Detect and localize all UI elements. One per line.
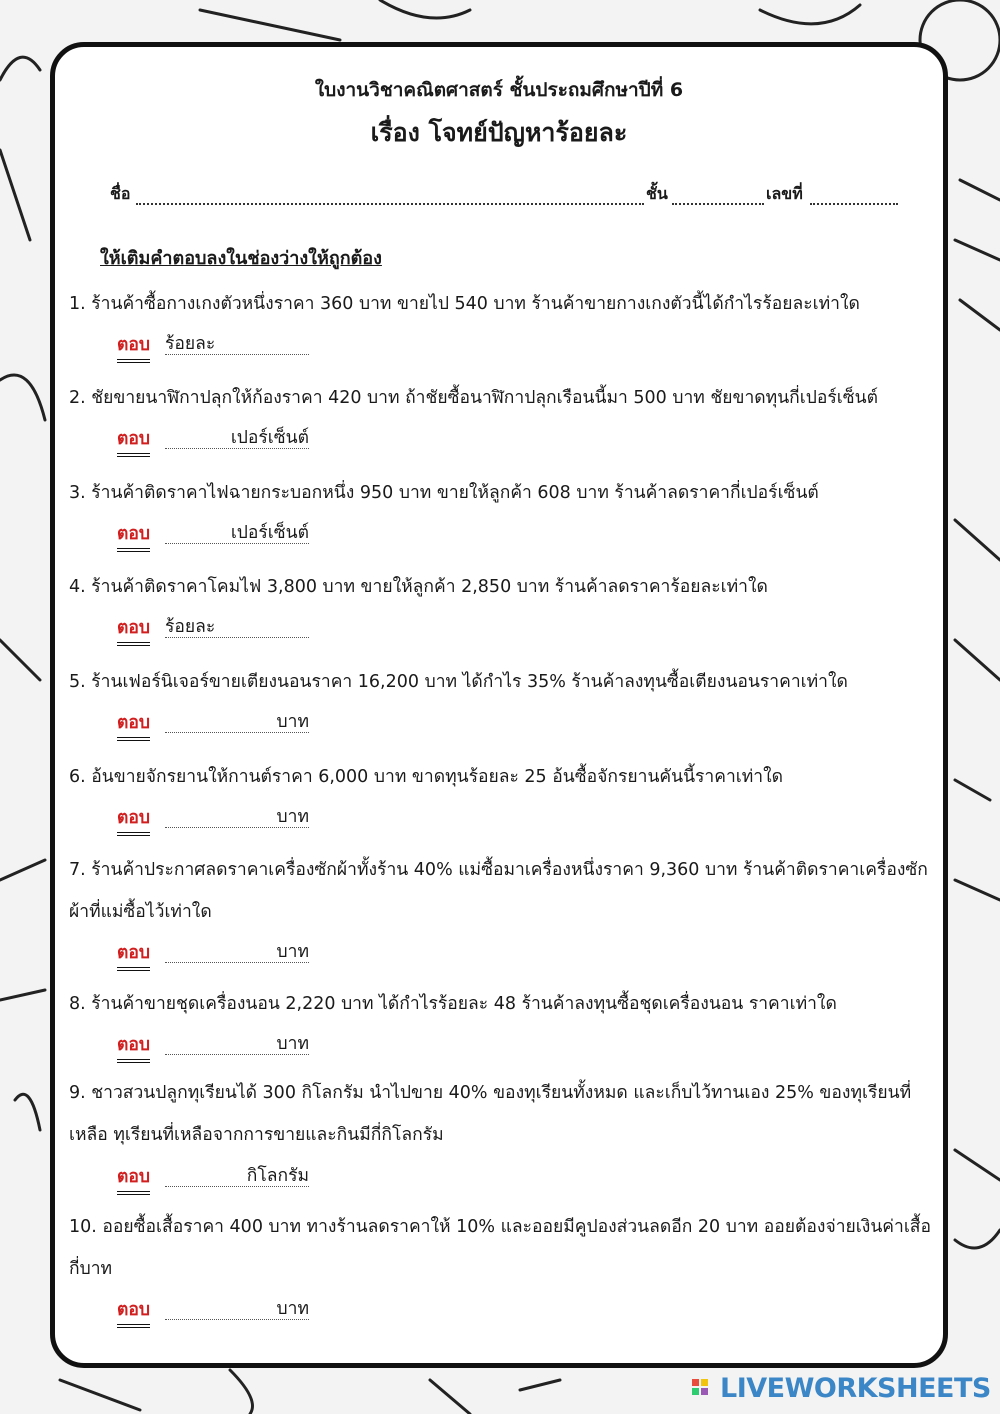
answer-label: ตอบ — [117, 1163, 150, 1195]
answer-row-6 — [117, 804, 377, 834]
answer-input-2[interactable] — [165, 427, 309, 449]
question-1: 1. ร้านค้าซื้อกางเกงตัวหนึ่งราคา 360 บาท ขายไป 540 บาท ร้านค้าขายกางเกงตัวนี้ได้กำไรร้อยละเท่าใด — [69, 294, 860, 314]
answer-unit-7: บาท — [276, 942, 309, 962]
answer-label: ตอบ — [117, 939, 150, 971]
answer-input-7[interactable] — [165, 941, 309, 963]
name-label: ชื่อ — [110, 184, 131, 203]
number-field[interactable] — [810, 202, 898, 205]
answer-unit-5: บาท — [276, 712, 309, 732]
answer-label: ตอบ — [117, 331, 150, 363]
answer-input-4[interactable] — [165, 616, 309, 638]
liveworksheets-text: LIVEWORKSHEETS — [720, 1373, 991, 1404]
answer-unit-10: บาท — [276, 1299, 309, 1319]
answer-row-8 — [117, 1031, 377, 1061]
instruction-text: ให้เติมคำตอบลงในช่องว่างให้ถูกต้อง — [100, 248, 382, 269]
liveworksheets-brand[interactable] — [690, 1373, 990, 1407]
answer-input-8[interactable] — [165, 1033, 309, 1055]
question-8: 8. ร้านค้าขายชุดเครื่องนอน 2,220 บาท ได้กำไรร้อยละ 48 ร้านค้าลงทุนซื้อชุดเครื่องนอน ราคาเท่าใด — [69, 994, 837, 1014]
answer-unit-6: บาท — [276, 807, 309, 827]
answer-label: ตอบ — [117, 1031, 150, 1063]
number-label: เลขที่ — [766, 184, 803, 203]
answer-label: ตอบ — [117, 425, 150, 457]
worksheet-card — [50, 42, 948, 1368]
answer-row-10 — [117, 1296, 377, 1326]
answer-row-5 — [117, 709, 377, 739]
question-3: 3. ร้านค้าติดราคาไฟฉายกระบอกหนึ่ง 950 บาท ขายให้ลูกค้า 608 บาท ร้านค้าลดราคากี่เปอร์เซ็นต์ — [69, 483, 819, 503]
question-6: 6. อ้นขายจักรยานให้กานต์ราคา 6,000 บาท ขาดทุนร้อยละ 25 อ้นซื้อจักรยานคันนี้ราคาเท่าใด — [69, 767, 784, 787]
name-field[interactable] — [136, 202, 644, 205]
question-10: 10. ออยซื้อเสื้อราคา 400 บาท ทางร้านลดราคาให้ 10% และออยมีคูปองส่วนลดอีก 20 บาท ออยต้องจ่ายเงินค่าเสื้อกี่บาท — [69, 1217, 931, 1279]
answer-row-9 — [117, 1163, 377, 1193]
answer-label: ตอบ — [117, 520, 150, 552]
answer-label: ตอบ — [117, 614, 150, 646]
answer-label: ตอบ — [117, 804, 150, 836]
answer-unit-3: เปอร์เซ็นต์ — [230, 523, 309, 543]
answer-unit-2: เปอร์เซ็นต์ — [230, 428, 309, 448]
answer-input-10[interactable] — [165, 1298, 309, 1320]
answer-label: ตอบ — [117, 709, 150, 741]
answer-label: ตอบ — [117, 1296, 150, 1328]
answer-input-9[interactable] — [165, 1165, 309, 1187]
class-field[interactable] — [672, 202, 764, 205]
class-label: ชั้น — [646, 184, 668, 203]
student-info-line — [110, 185, 900, 211]
answer-unit-9: กิโลกรัม — [246, 1166, 309, 1186]
liveworksheets-logo-icon — [690, 1377, 722, 1403]
answer-input-5[interactable] — [165, 711, 309, 733]
worksheet-subtitle: ใบงานวิชาคณิตศาสตร์ ชั้นประถมศึกษาปีที่ 6 — [314, 79, 684, 101]
answer-unit-1: ร้อยละ — [165, 334, 216, 354]
answer-row-1 — [117, 331, 377, 361]
question-4: 4. ร้านค้าติดราคาโคมไฟ 3,800 บาท ขายให้ลูกค้า 2,850 บาท ร้านค้าลดราคาร้อยละเท่าใด — [69, 577, 768, 597]
answer-row-7 — [117, 939, 377, 969]
question-9: 9. ชาวสวนปลูกทุเรียนได้ 300 กิโลกรัม นำไปขาย 40% ของทุเรียนทั้งหมด และเก็บไว้ทานเอง 25% ของทุเรียนที่เหลือ ทุเรียนที่เหลือจากการขายและกินมีกี่กิโลกรัม — [69, 1083, 912, 1145]
answer-row-3 — [117, 520, 377, 550]
answer-row-4 — [117, 614, 377, 644]
answer-row-2 — [117, 425, 377, 455]
worksheet-title: เรื่อง โจทย์ปัญหาร้อยละ — [370, 118, 628, 147]
question-7: 7. ร้านค้าประกาศลดราคาเครื่องซักผ้าทั้งร้าน 40% แม่ซื้อมาเครื่องหนึ่งราคา 9,360 บาท ร้านค้าติดราคาเครื่องซักผ้าที่แม่ซื้อไว้เท่าใด — [69, 860, 928, 922]
answer-unit-8: บาท — [276, 1034, 309, 1054]
answer-unit-4: ร้อยละ — [165, 617, 216, 637]
answer-input-3[interactable] — [165, 522, 309, 544]
answer-input-1[interactable] — [165, 333, 309, 355]
question-2: 2. ชัยขายนาฬิกาปลุกให้ก้องราคา 420 บาท ถ้าชัยซื้อนาฬิกาปลุกเรือนนี้มา 500 บาท ชัยขาดทุนกี่เปอร์เซ็นต์ — [69, 388, 878, 408]
answer-input-6[interactable] — [165, 806, 309, 828]
question-5: 5. ร้านเฟอร์นิเจอร์ขายเตียงนอนราคา 16,200 บาท ได้กำไร 35% ร้านค้าลงทุนซื้อเตียงนอนราคาเท่าใด — [69, 672, 848, 692]
